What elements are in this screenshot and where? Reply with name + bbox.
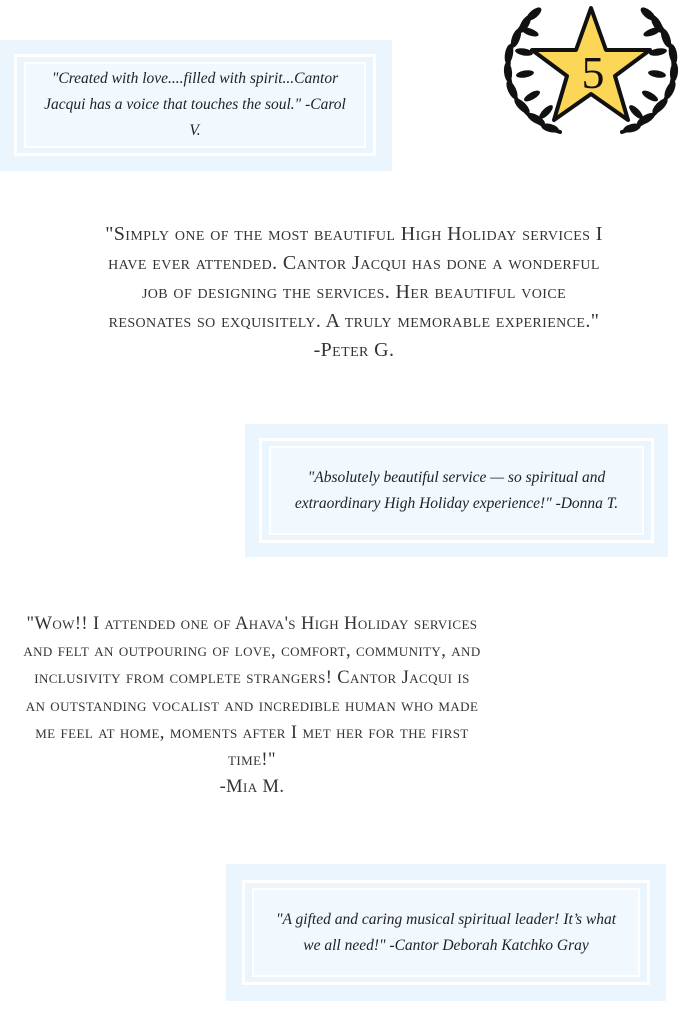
testimonial-card-deborah (226, 864, 666, 1001)
testimonial-card-carol (0, 40, 392, 171)
testimonial-peter-author: -Peter G. (313, 339, 395, 361)
card-inner (269, 446, 644, 535)
laurel-star-icon (498, 2, 683, 138)
testimonial-peter-text: "Simply one of the most beautiful High Holiday services I have ever attended. Cantor Jacqui has done a wonderful job of designing the services. Her beautiful voice resonates so exquisitely. A truly memorable experience." (105, 223, 603, 332)
rating-number: 5 (581, 47, 605, 98)
testimonial-donna-text: "Absolutely beautiful service — so spiritual and extraordinary High Holiday experience!" -Donna T. (294, 468, 619, 512)
card-inner (24, 62, 366, 148)
testimonial-carol-text: "Created with love....filled with spirit...Cantor Jacqui has a voice that touches the soul." -Carol V. (44, 70, 346, 139)
testimonial-deborah-text: "A gifted and caring musical spiritual leader! It’s what we all need!" -Cantor Deborah Katchko Gray (275, 910, 617, 954)
card-inner (252, 888, 640, 977)
testimonial-mia-text: "Wow!! I attended one of Ahava's High Holiday services and felt an outpouring of love, comfort, community, and inclusivity from complete strangers! Cantor Jacqui is an outstanding vocalist and incredible human who made me feel at home, moments after I met her for the first time!" (23, 614, 481, 771)
testimonial-mia-author: -Mia M. (219, 777, 285, 798)
testimonial-mia (22, 611, 482, 801)
testimonial-peter (100, 220, 608, 365)
testimonial-card-donna (245, 424, 668, 557)
